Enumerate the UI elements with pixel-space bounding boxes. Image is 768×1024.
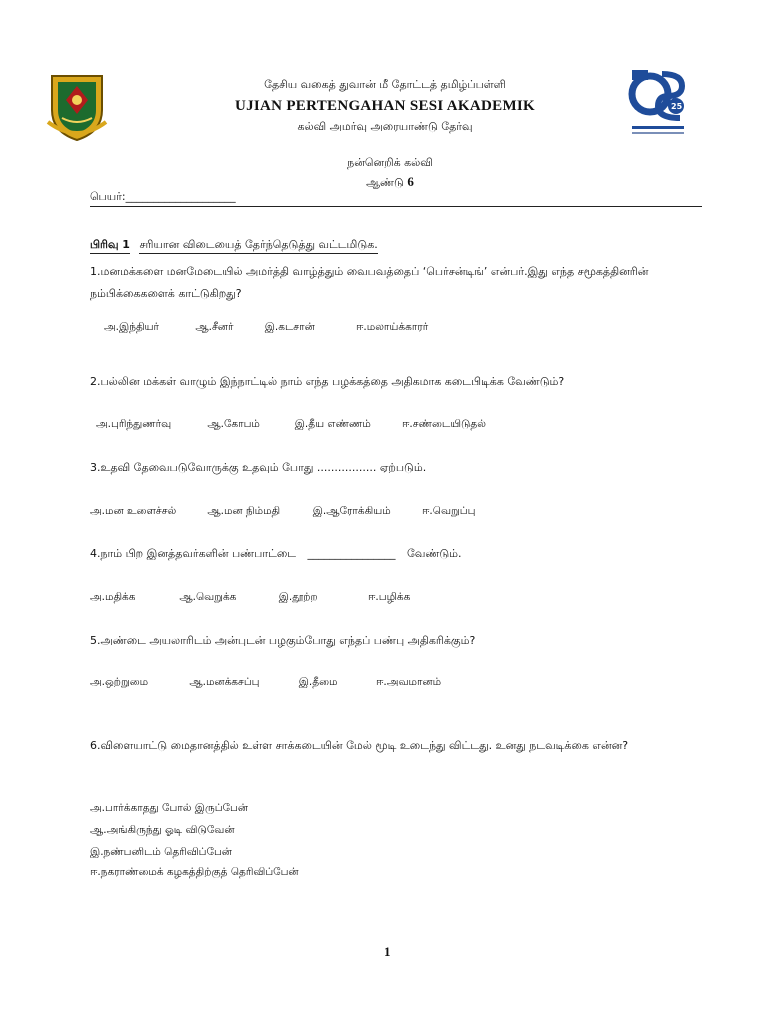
q5-option-d[interactable]: ஈ.அவமானம் [376,676,442,688]
question-4-options [90,591,410,604]
question-1: 1.மனமக்களை மனமேடையில் அமர்த்தி வாழ்த்தும் வைபவத்தைப் ‘பெர்சன்டிங்’ என்பர்.இது எந்த சமூகத்தினரின் நம்பிக்கைகளைக் காட்டுகிறது? [90,265,649,300]
logo-badge-text: 25 [671,102,683,111]
q5-option-b[interactable]: ஆ.மனக்கசப்பு [189,676,260,688]
q4-option-c[interactable]: இ.தூற்ற [278,591,318,603]
q5-option-a[interactable]: அ.ஒற்றுமை [90,676,149,688]
q4-text-after: வேண்டும். [407,547,462,560]
q2-option-b[interactable]: ஆ.கோபம் [207,418,260,430]
q4-blank: ________________ [307,547,396,560]
question-5-options [90,676,441,689]
school-name: தேசிய வகைத் துவான் மீ தோட்டத் தமிழ்ப்பள்ளி [264,78,506,91]
q1-option-d[interactable]: ஈ.மலாய்க்காரர் [356,321,429,333]
q2-option-d[interactable]: ஈ.சண்டையிடுதல் [402,418,486,430]
question-5: 5.அண்டை அயலாரிடம் அன்புடன் பழகும்போது எந்தப் பண்பு அதிகரிக்கும்? [90,634,476,647]
institute-logo [628,66,688,140]
exam-subtitle: கல்வி அமர்வு அரையாண்டு தேர்வு [297,120,473,133]
q3-option-b[interactable]: ஆ.மன நிம்மதி [207,505,281,517]
q6-option-b[interactable]: ஆ.அங்கிருந்து ஓடி விடுவேன் [90,824,235,836]
school-crest-logo [46,70,108,142]
year-value: 6 [407,174,414,189]
name-blank: ____________________ [125,190,236,203]
q2-option-c[interactable]: இ.தீய எண்ணம் [294,418,371,430]
q6-option-d[interactable]: ஈ.நகராண்மைக் கழகத்திற்குத் தெரிவிப்பேன் [90,866,299,878]
exam-title: UJIAN PERTENGAHAN SESI AKADEMIK [234,98,536,114]
question-4 [90,543,690,565]
question-2-options [96,418,486,431]
question-6: 6.விளையாட்டு மைதானத்தில் உள்ள சாக்கடையின் மேல் மூடி உடைந்து விட்டது. உனது நடவடிக்கை என்ன? [90,739,629,752]
subject-title: நன்னெறிக் கல்வி [347,156,433,169]
question-3-options [90,505,475,518]
question-1-options [104,321,428,334]
q4-text-before: 4.நாம் பிற இனத்தவர்களின் பண்பாட்டை [90,547,297,560]
q4-option-b[interactable]: ஆ.வெறுக்க [179,591,237,603]
section-instruction: சரியான விடையைத் தேர்ந்தெடுத்து வட்டமிடுக. [139,238,377,254]
section-label: பிரிவு 1 [90,238,130,254]
question-3: 3.உதவி தேவைபடுவோருக்கு உதவும் போது ................. ஏற்படும். [90,461,427,474]
question-2: 2.பல்லின மக்கள் வாழும் இந்நாட்டில் நாம் எந்த பழக்கத்தை அதிகமாக கடைபிடிக்க வேண்டும்? [90,375,565,388]
q6-option-a[interactable]: அ.பார்க்காதது போல் இருப்பேன் [90,802,249,814]
q4-option-a[interactable]: அ.மதிக்க [90,591,136,603]
year-label: ஆண்டு [366,176,404,189]
q5-option-c[interactable]: இ.தீமை [298,676,338,688]
section-heading [90,238,378,254]
q3-option-c[interactable]: இ.ஆரோக்கியம் [312,505,391,517]
year-line [260,174,520,191]
page-number: 1 [384,944,391,959]
q1-option-c[interactable]: இ.கடசான் [264,321,315,333]
q3-option-d[interactable]: ஈ.வெறுப்பு [422,505,476,517]
q2-option-a[interactable]: அ.புரிந்துணர்வு [96,418,172,430]
q3-option-a[interactable]: அ.மன உளைச்சல் [90,505,177,517]
q1-option-b[interactable]: ஆ.சீனர் [195,321,234,333]
header-divider [90,206,702,207]
q4-option-d[interactable]: ஈ.பழிக்க [368,591,411,603]
q1-option-a[interactable]: அ.இந்தியர் [104,321,160,333]
q6-option-c[interactable]: இ.நண்பனிடம் தெரிவிப்பேன் [90,846,232,858]
name-field [90,190,236,205]
name-label: பெயர்: [90,190,126,203]
